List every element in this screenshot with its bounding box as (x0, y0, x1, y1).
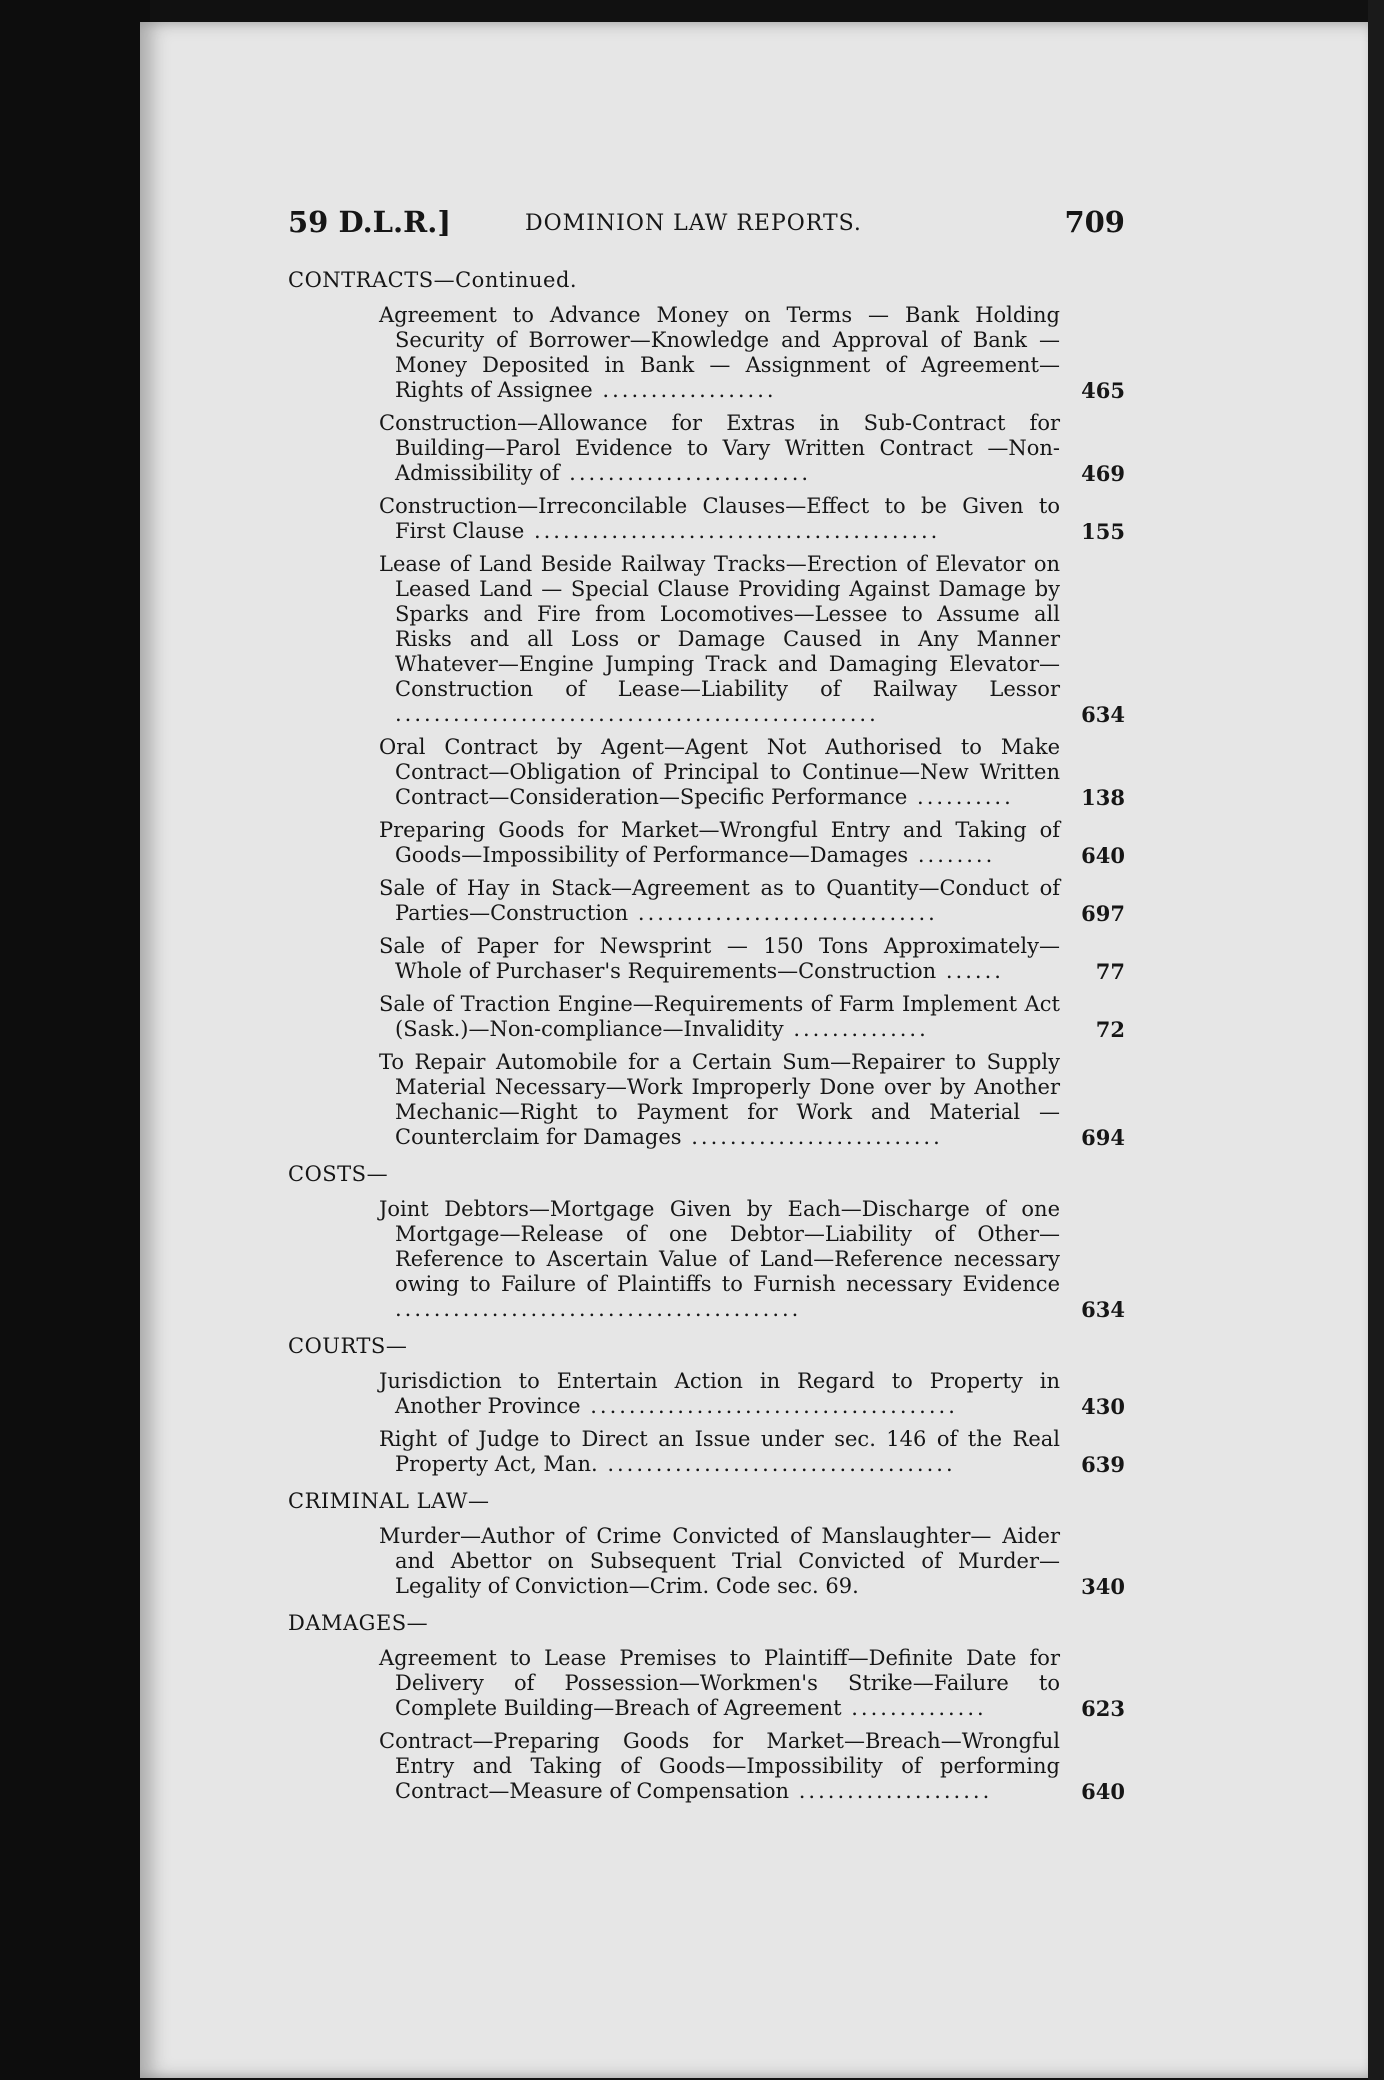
entry-text: Sale of Hay in Stack—Agreement as to Quantity—Conduct of Parties—Construction (379, 876, 1060, 925)
entry-text: Murder—Author of Crime Convicted of Manslaughter— Aider and Abettor on Subsequent Trial Convicted of Murder—Legality of Conviction—Crim. Code sec. 69 (379, 1524, 1060, 1598)
leader-dots: ...................................... (580, 1394, 958, 1418)
page-number: 709 (1064, 205, 1125, 239)
index-entry (325, 1369, 1125, 1419)
entry-page-number: 639 (1081, 1452, 1125, 1477)
index-section (285, 268, 1125, 1150)
index-body (285, 268, 1125, 1816)
entry-text: Construction—Allowance for Extras in Sub-Contract for Building—Parol Evidence to Vary Written Contract —Non-Admissibility of (379, 411, 1060, 485)
leader-dots: .................................................. (395, 702, 879, 726)
leader-dots: ...... (936, 959, 1004, 983)
index-section (285, 1611, 1125, 1804)
entry-page-number: 634 (1081, 1297, 1125, 1322)
index-entry (325, 1050, 1125, 1150)
index-section (285, 1489, 1125, 1599)
entry-text: To Repair Automobile for a Certain Sum—Repairer to Supply Material Necessary—Work Improperly Done over by Another Mechanic—Right to Payment for Work and Material —Counterclaim for Damages (379, 1050, 1060, 1149)
index-entry (325, 494, 1125, 544)
running-header (285, 205, 1125, 245)
book-spine (0, 0, 150, 2080)
entry-text: Joint Debtors—Mortgage Given by Each—Discharge of one Mortgage—Release of one Debtor—Liability of Other— Reference to Ascertain Value of Land—Reference necessary owing to Failure of Plaintiffs to Furnish necessary Evidence (379, 1197, 1060, 1296)
entry-page-number: 465 (1081, 378, 1125, 403)
entry-text: Contract—Preparing Goods for Market—Breach—Wrongful Entry and Taking of Goods—Impossibility of performing Contract—Measure of Compensation (379, 1729, 1060, 1803)
leader-dots: .......................... (681, 1125, 943, 1149)
index-entry (325, 1646, 1125, 1721)
index-section (285, 1334, 1125, 1477)
entry-page-number: 694 (1081, 1125, 1125, 1150)
index-entry (325, 1524, 1125, 1599)
entry-text: Agreement to Lease Premises to Plaintiff—Definite Date for Delivery of Possession—Workmen's Strike—Failure to Complete Building—Breach of Agreement (379, 1646, 1060, 1720)
entry-page-number: 430 (1081, 1394, 1125, 1419)
entry-page-number: 640 (1081, 1779, 1125, 1804)
leader-dots: .......................................... (395, 1297, 802, 1321)
index-entry (325, 992, 1125, 1042)
section-heading: CRIMINAL LAW— (288, 1489, 490, 1513)
entry-page-number: 640 (1081, 843, 1125, 868)
entry-page-number: 77 (1095, 959, 1125, 984)
entry-text: Oral Contract by Agent—Agent Not Authorised to Make Contract—Obligation of Principal to Continue—New Written Contract—Consideration—Specific Performance (379, 735, 1060, 809)
entry-page-number: 138 (1081, 785, 1125, 810)
index-entry (325, 552, 1125, 727)
section-heading: DAMAGES— (288, 1611, 429, 1635)
entry-page-number: 634 (1081, 702, 1125, 727)
entry-page-number: 697 (1081, 901, 1125, 926)
leader-dots: . (852, 1574, 862, 1598)
section-heading: CONTRACTS—Continued. (288, 268, 578, 292)
section-heading: COSTS— (288, 1162, 389, 1186)
volume-label: 59 D.L.R.] (288, 205, 452, 239)
entry-text: Lease of Land Beside Railway Tracks—Erection of Elevator on Leased Land — Special Clause Providing Against Damage by Sparks and Fire from Locomotives—Lessee to Assume all Risks and all Loss or Damage Caused in Any Manner Whatever—Engine Jumping Track and Damaging Elevator—Construction of Lease—Liability of Railway Lessor (379, 552, 1060, 701)
entry-text: Agreement to Advance Money on Terms — Bank Holding Security of Borrower—Knowledge and Approval of Bank — Money Deposited in Bank — Assignment of Agreement—Rights of Assignee (379, 303, 1060, 402)
index-entry (325, 1197, 1125, 1322)
entry-text: Sale of Paper for Newsprint — 150 Tons Approximately— Whole of Purchaser's Requirements—Construction (379, 934, 1060, 983)
entry-page-number: 155 (1081, 519, 1125, 544)
index-section (285, 1162, 1125, 1322)
index-entry (325, 411, 1125, 486)
entry-text: Jurisdiction to Entertain Action in Regard to Property in Another Province (379, 1369, 1060, 1418)
index-entry (325, 303, 1125, 403)
page-edge (1368, 0, 1384, 2080)
section-heading: COURTS— (288, 1334, 408, 1358)
entry-text: Preparing Goods for Market—Wrongful Entry and Taking of Goods—Impossibility of Performance—Damages (379, 818, 1060, 867)
leader-dots: .................... (789, 1779, 993, 1803)
index-entry (325, 934, 1125, 984)
leader-dots: .................. (592, 378, 777, 402)
index-entry (325, 1427, 1125, 1477)
entry-text: Construction—Irreconcilable Clauses—Effect to be Given to First Clause (379, 494, 1060, 543)
leader-dots: ........ (908, 843, 996, 867)
entry-page-number: 72 (1095, 1017, 1125, 1042)
leader-dots: ......................... (559, 461, 812, 485)
entry-text: Sale of Traction Engine—Requirements of Farm Implement Act (Sask.)—Non-compliance—Invalidity (379, 992, 1060, 1041)
index-entry (325, 818, 1125, 868)
leader-dots: .............. (841, 1696, 987, 1720)
index-entry (325, 1729, 1125, 1804)
entry-page-number: 340 (1081, 1574, 1125, 1599)
entry-page-number: 469 (1081, 461, 1125, 486)
leader-dots: .................................... (597, 1452, 956, 1476)
entry-text: Right of Judge to Direct an Issue under sec. 146 of the Real Property Act, Man. (379, 1427, 1060, 1476)
index-entry (325, 735, 1125, 810)
leader-dots: .............. (783, 1017, 929, 1041)
leader-dots: .......... (907, 785, 1014, 809)
entry-page-number: 623 (1081, 1696, 1125, 1721)
leader-dots: .......................................... (524, 519, 941, 543)
index-entry (325, 876, 1125, 926)
leader-dots: ............................... (628, 901, 938, 925)
publication-title: DOMINION LAW REPORTS. (525, 211, 862, 236)
